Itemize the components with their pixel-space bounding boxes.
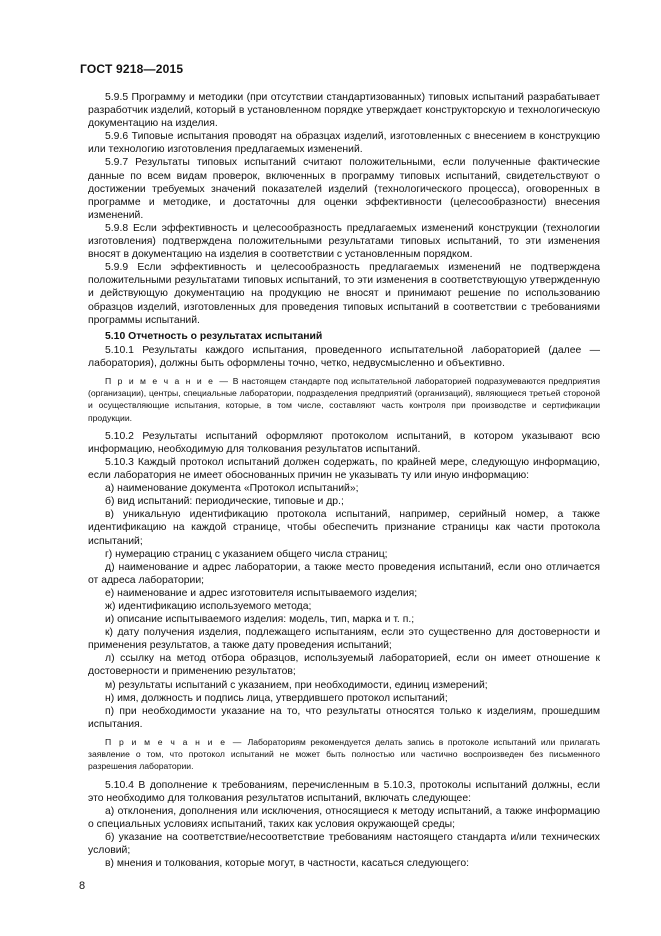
list-item-l: л) ссылку на метод отбора образцов, используемый лабораторией, если он имеет отношение к достоверности и применению результатов; (88, 653, 600, 678)
list-item-b: б) вид испытаний: периодические, типовые и др.; (105, 496, 344, 508)
paragraph-5-9-8: 5.9.8 Если эффективность и целесообразность предлагаемых изменений конструкции (технологии изготовления) подтверждена положительными результатами типовых испытаний, то эти изменения вносят в документацию на изделия в соответствии с установленным порядком. (88, 222, 600, 261)
list-item-e: е) наименование и адрес изготовителя испытываемого изделия; (105, 587, 418, 599)
paragraph-5-9-7: 5.9.7 Результаты типовых испытаний считают положительными, если полученные фактические данные по всем видам проверок, включенных в программу типовых испытаний, свидетельствуют о достижении требуемых значений показателей изделий (технологического процесса), оговоренных в программе и методике, и достаточны для оценки эффективности (целесообразности) внесения изменений. (88, 157, 600, 221)
note-label: П р и м е ч а н и е — (105, 736, 243, 747)
list-item-zh: ж) идентификацию используемого метода; (105, 601, 312, 612)
list-item-a: а) наименование документа «Протокол испытаний»; (105, 483, 359, 495)
paragraph-5-10-2: 5.10.2 Результаты испытаний оформляют протоколом испытаний, в котором указывают всю информацию, необходимую для толкования результатов испытаний. (88, 430, 600, 455)
paragraph-5-9-9: 5.9.9 Если эффективность и целесообразность предлагаемых изменений не подтверждена положительными результатами типовых испытаний, то эти изменения в соответствующую утвержденную и действующую документацию на продукцию не вносят и принимают решение по использованию образцов изделий, изготовленных для проведения типовых испытаний в соответствии с требованиями программы испытаний. (88, 262, 600, 326)
note-text: Лабораториям рекомендуется делать запись в протоколе испытаний или прилагать заявление о том, что протокол испытаний не может быть полностью или частично воспроизведен без письменного разрешения лаборатории. (88, 736, 600, 772)
list-item-b-2: б) указание на соответствие/несоответствие требованиям настоящего стандарта и/или технических условий; (88, 831, 600, 857)
section-heading-5-10: 5.10 Отчетность о результатах испытаний (105, 330, 323, 342)
note-2 (88, 736, 600, 773)
paragraph-5-10-1: 5.10.1 Результаты каждого испытания, проведенного испытательной лабораторией (далее — лаборатория), должны быть оформлены точно, четко, недвусмысленно и объективно. (88, 344, 600, 369)
paragraph-5-9-6: 5.9.6 Типовые испытания проводят на образцах изделий, изготовленных с внесением в конструкцию или технологию изготовления предлагаемых изменений. (88, 131, 600, 156)
note-label: П р и м е ч а н и е — (105, 375, 230, 386)
document-body (88, 91, 600, 870)
list-item-k: к) дату получения изделия, подлежащего испытаниям, если это существенно для достоверности и применения результатов, а также дату проведения испытаний; (88, 627, 600, 652)
paragraph-5-10-4: 5.10.4 В дополнение к требованиям, перечисленным в 5.10.3, протоколы испытаний должны, если это необходимо для толкования результатов испытаний, включать следующее: (88, 779, 600, 804)
list-item-v-2: в) мнения и толкования, которые могут, в частности, касаться следующего: (105, 858, 470, 870)
list-item-m: м) результаты испытаний с указанием, при необходимости, единиц измерений; (105, 679, 488, 691)
list-item-d: д) наименование и адрес лаборатории, а также место проведения испытаний, если оно отличается от адреса лаборатории; (88, 561, 600, 586)
page-number: 8 (79, 880, 86, 892)
list-item-a-2: а) отклонения, дополнения или исключения, относящиеся к методу испытаний, а также информацию о специальных условиях испытаний, таких как условия окружающей среды; (88, 805, 600, 830)
document-header: ГОСТ 9218—2015 (80, 62, 184, 76)
list-item-p: п) при необходимости указание на то, что результаты относятся только к изделиям, прошедшим испытания. (88, 705, 600, 730)
list-item-i: и) описание испытываемого изделия: модель, тип, марка и т. п.; (105, 614, 415, 626)
paragraph-5-10-3: 5.10.3 Каждый протокол испытаний должен содержать, по крайней мере, следующую информацию, если лаборатория не имеет обоснованных причин не указывать ту или иную информацию: (88, 456, 600, 482)
note-1 (88, 375, 600, 424)
list-item-v: в) уникальную идентификацию протокола испытаний, например, серийный номер, а также идентификацию на каждой странице, чтобы обеспечить признание страницы как части протокола испытаний; (88, 509, 600, 547)
list-item-g: г) нумерацию страниц с указанием общего числа страниц; (105, 548, 388, 560)
paragraph-5-9-5: 5.9.5 Программу и методики (при отсутствии стандартизованных) типовых испытаний разрабатывает разработчик изделий, который в установленном порядке утверждает конструкторскую и технологическую документацию на изделия. (88, 92, 600, 130)
list-item-n: н) имя, должность и подпись лица, утвердившего протокол испытаний; (105, 692, 448, 704)
note-text: В настоящем стандарте под испытательной лабораторией подразумеваются предприятия (организации), центры, специальные лаборатории, подразделения предприятий (организаций), являющиеся третьей стороной и осуществляющие испытания, которые, в том числе, составляют часть контроля при производстве и сертификации продукции. (88, 375, 600, 423)
